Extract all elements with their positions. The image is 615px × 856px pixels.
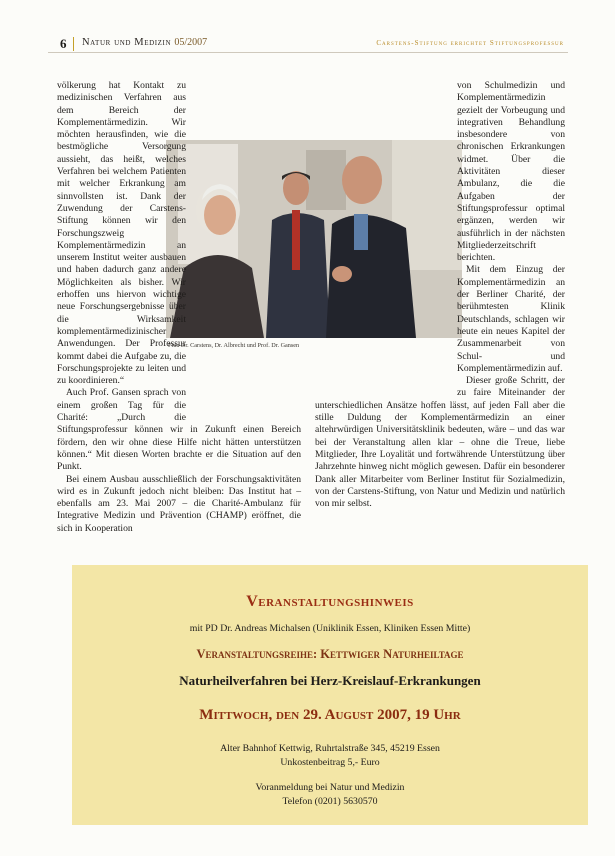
article-column-right	[315, 80, 565, 510]
section-title: Carstens-Stiftung errichtet Stiftungsprofessur	[376, 39, 564, 47]
paragraph: Mit dem Einzug der Komplementärmedizin an der Berliner Charité, der berühmtesten Klinik Deutschlands, schlagen wir heute ein neues Kapitel der Zusammenarbeit von Schul- und Komplementärmedizin auf.	[457, 264, 565, 374]
paragraph: völkerung hat Kontakt zu medizinischen Verfahren aus dem Bereich der Komplementärmedizin. Wir möchten herausfinden, wie die bestmögliche Versorgung aussieht, das heißt, welches Verfahren bei welchem Patienten mit welcher Erkrankung am sinnvollsten ist. Dank der Zuwendung der Carstens-Stiftung können wir den Forschungszweig Komplementärmedizin an unserem Institut weiter ausbauen und haben dadurch ganz andere Möglichkeiten als bisher. Wir erhoffen uns hiervon wichtige neue Forschungsergebnisse über die Wirksamkeit komplementärmedizinischer Anwendungen. Der Professur kommt dabei die Aufgabe zu, die Forschungsprojekte zu leiten und zu koordinieren.“	[57, 80, 186, 387]
notice-date: Mittwoch, den 29. August 2007, 19 Uhr	[199, 707, 461, 723]
event-notice-box	[72, 565, 588, 825]
magazine-title	[82, 37, 207, 48]
notice-phone: Telefon (0201) 5630570	[282, 796, 378, 807]
photo-wrap-spacer	[315, 132, 457, 394]
paragraph: von Schulmedizin und Komplementärmedizin gezielt der Vorbeugung und integrativen Behandlung insbesondere von chronischen Erkrankungen widmet. Über die Aktivitäten dieser Ambulanz, die die Aufgaben der Stiftungsprofessur optimal ergänzen, werden wir ausführlich in der nächsten Mitgliederzeitschrift berichten.	[457, 80, 565, 264]
notice-fee: Unkostenbeitrag 5,- Euro	[280, 757, 380, 768]
magazine-name: Natur und Medizin	[82, 37, 172, 48]
issue-number: 05/2007	[174, 37, 208, 48]
notice-venue: Alter Bahnhof Kettwig, Ruhrtalstraße 345, 45219 Essen	[220, 743, 440, 754]
notice-title: Veranstaltungshinweis	[246, 593, 414, 610]
notice-series: Veranstaltungsreihe: Kettwiger Naturheiltage	[196, 647, 464, 661]
photo-caption: Frau Dr. Carstens, Dr. Albrecht und Prof. Dr. Gansen	[168, 342, 300, 349]
paragraph: Bei einem Ausbau ausschließlich der Forschungsaktivitäten wird es in Zukunft jedoch nicht bleiben: Das Institut hat – ebenfalls am 23. Mai 2007 – die Charité-Ambulanz für Integrative Medizin und Prävention (CHAMP) eröffnet, die sich in Kooperation	[57, 473, 301, 534]
notice-registration: Voranmeldung bei Natur und Medizin	[255, 782, 405, 793]
article-column-left	[57, 80, 301, 535]
page-header	[48, 36, 568, 53]
notice-speaker: mit PD Dr. Andreas Michalsen (Uniklinik Essen, Kliniken Essen Mitte)	[189, 623, 471, 634]
page-number: 6	[60, 36, 67, 51]
header-divider	[73, 37, 74, 51]
notice-topic: Naturheilverfahren bei Herz-Kreislauf-Erkrankungen	[179, 673, 481, 688]
paragraph: Dieser große Schritt, der zu faire Miteinander der unterschiedlichen Ansätze hoffen lässt, auf jeden Fall aber die stille Duldung der Komplementärmedizin an einer altehrwürdigen Universitätsklinik bedeuten, wäre – und das war bei der Veranstaltung allen klar – ohne die Treue, liebe Mitglieder, Ihre Loyalität und fortwährende Unterstützung über Jahrzehnte hinweg nicht möglich gewesen. Dafür ein besonderer Dank aller Mitarbeiter vom Berliner Institut für Sozialmedizin, von der Carstens-Stiftung, von Natur und Medizin und natürlich von mir selbst.	[315, 375, 565, 510]
photo-wrap-spacer	[186, 150, 301, 420]
paragraph: Auch Prof. Gansen sprach von einem großen Tag für die Charité: „Durch die Stiftungsprofessur können wir in Zukunft einen Bereich fördern, den wir ohne diese Hilfe nicht hätten unterstützen können.“ Mit diesen Worten brachte er die Situation auf den Punkt.	[57, 387, 301, 473]
